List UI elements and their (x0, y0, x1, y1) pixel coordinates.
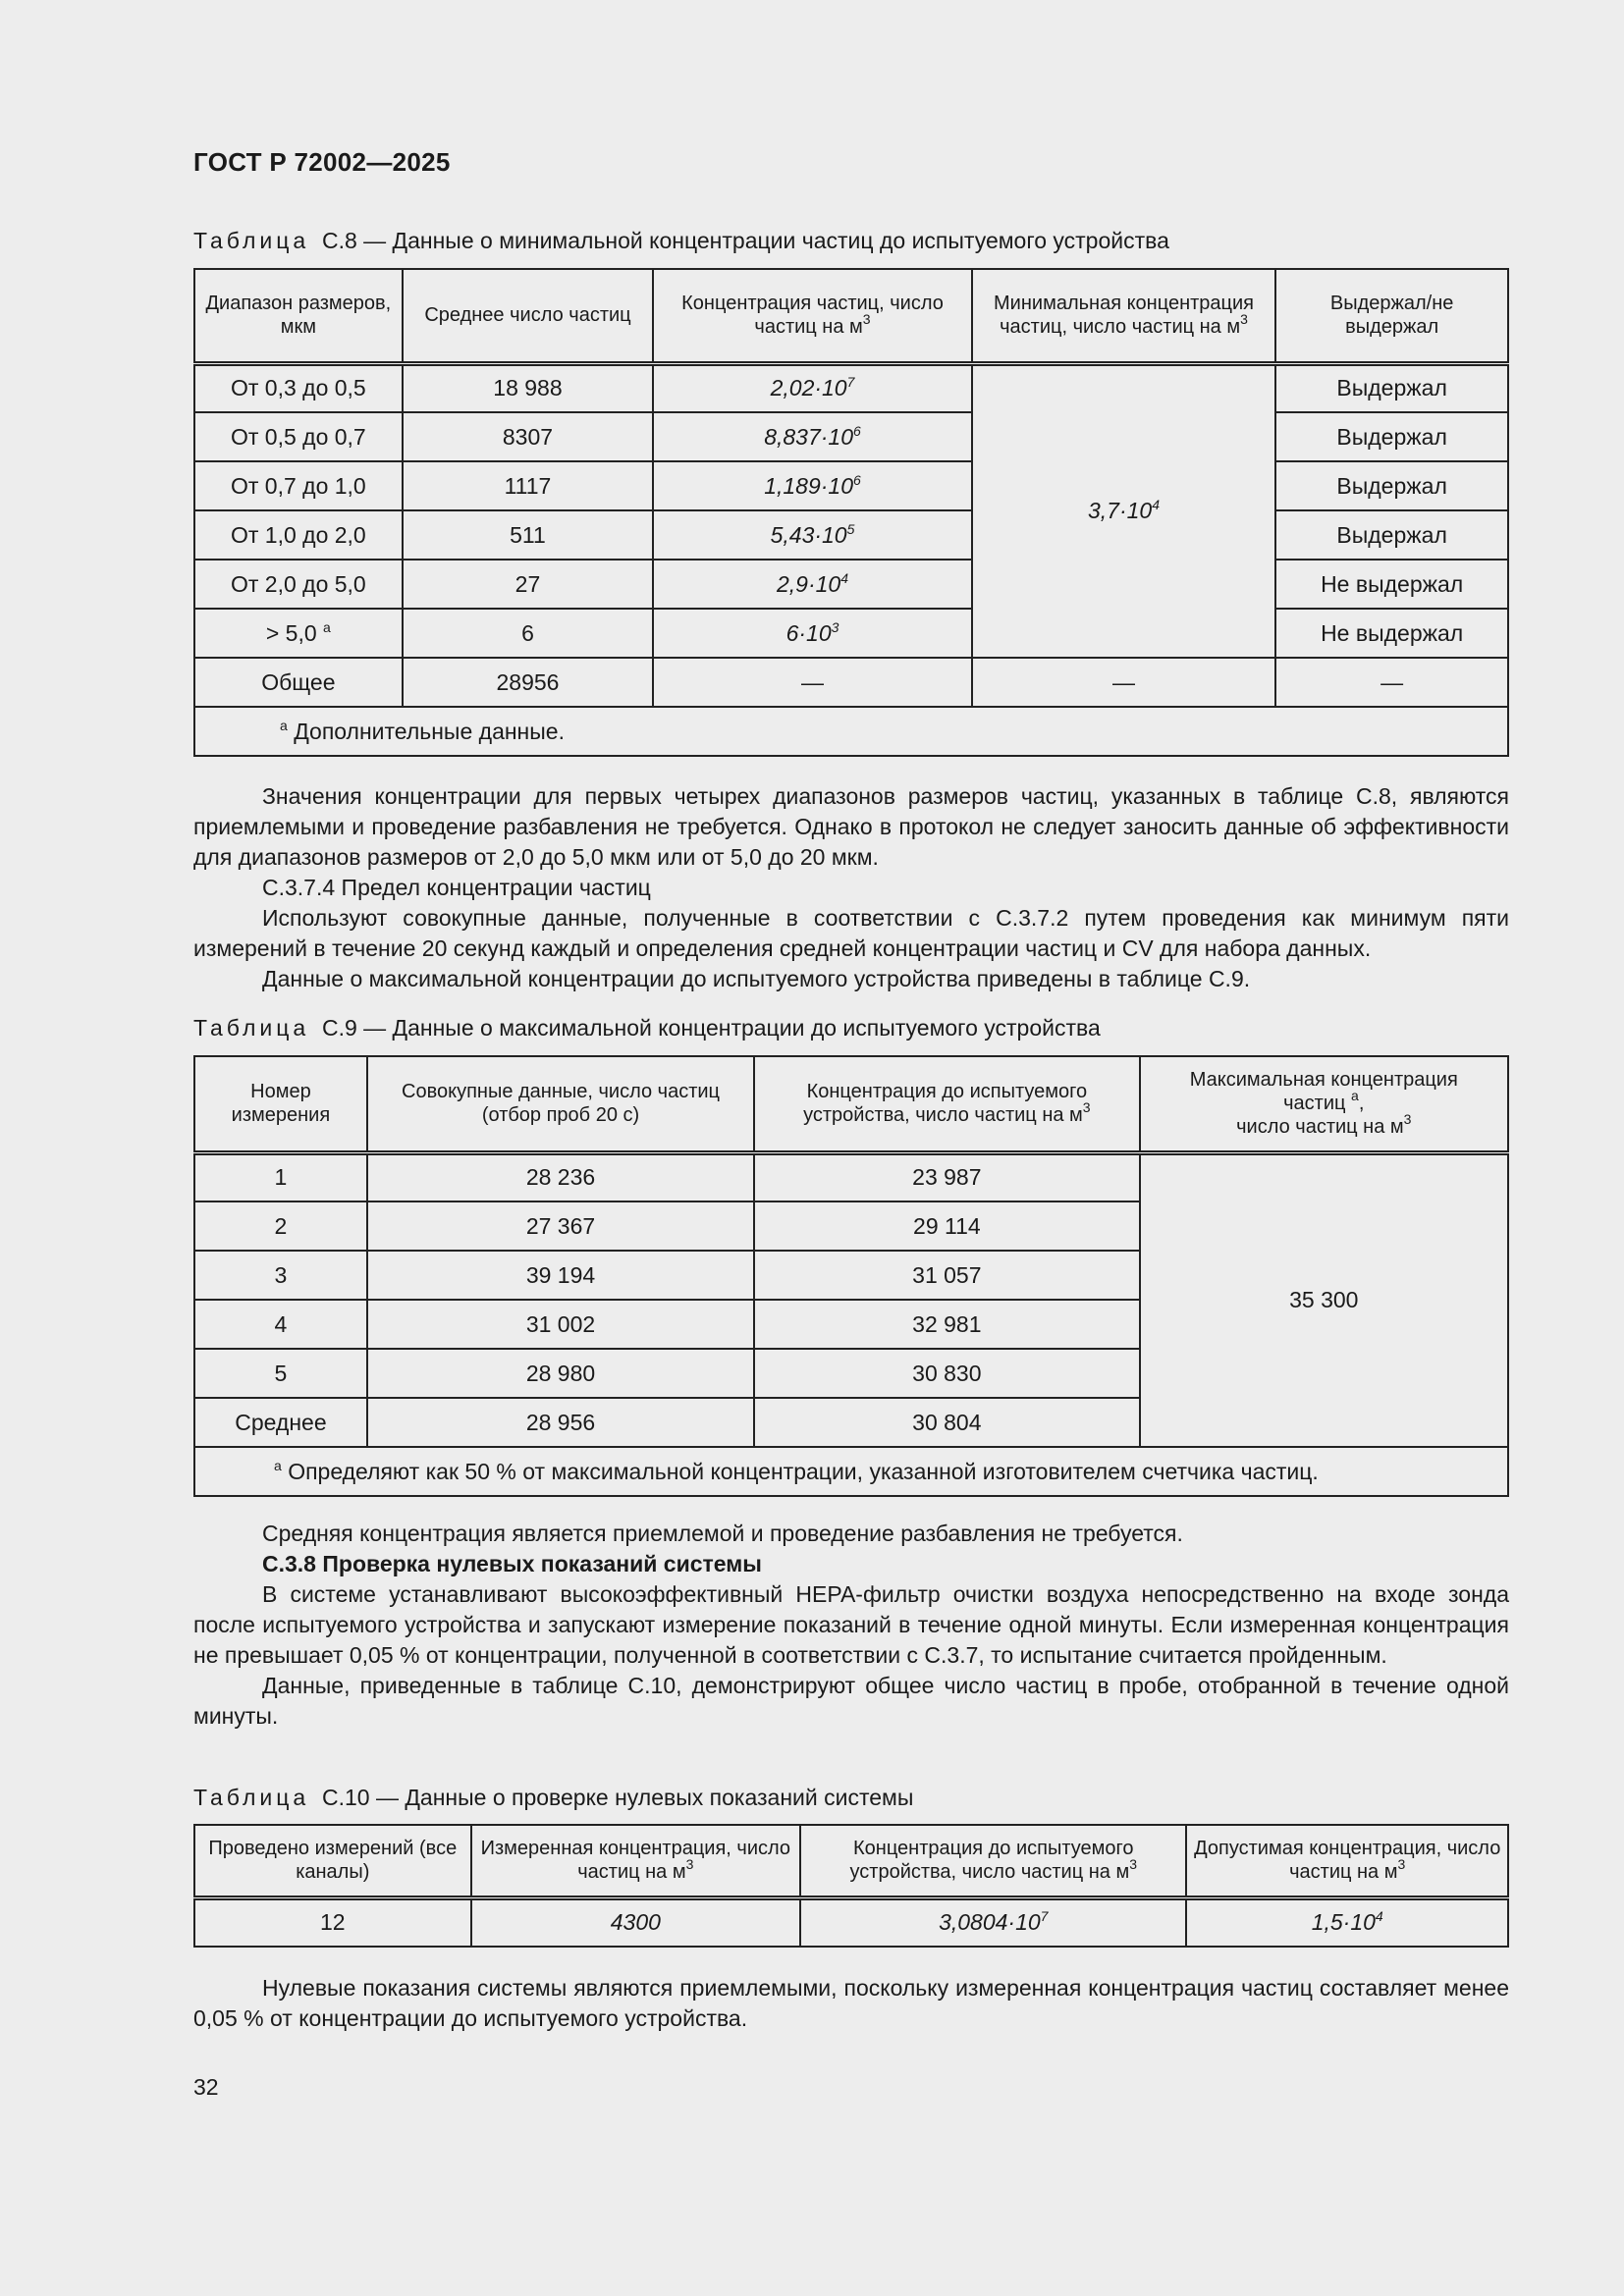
cell-cum: 39 194 (367, 1251, 754, 1300)
cell-conc: 30 830 (754, 1349, 1139, 1398)
table-row (194, 1152, 1508, 1201)
table-c9-col-max-line1: Максимальная концентрация (1189, 1069, 1458, 1092)
table-c9 (193, 1055, 1509, 1497)
table-c9-col-max-line3: число частиц на м (1236, 1116, 1404, 1139)
cell-conc (653, 461, 972, 510)
cell-result: Не выдержал (1275, 560, 1508, 609)
table-c9-col-cum: Совокупные данные, число частиц (отбор проб 20 с) (367, 1056, 754, 1152)
cell-conc: 31 057 (754, 1251, 1139, 1300)
footnote-mark: а (1351, 1088, 1359, 1104)
table-c8 (193, 268, 1509, 757)
cell-range-value: > 5,0 (265, 619, 317, 646)
cell-range: От 0,3 до 0,5 (194, 363, 403, 412)
table-row (194, 461, 1508, 510)
document-id: ГОСТ Р 72002—2025 (193, 147, 451, 177)
paragraph: Средняя концентрация является приемлемой и проведение разбавления не требуется. (262, 1521, 1183, 1546)
table-c9-caption (193, 1015, 1101, 1041)
cell-count: 18 988 (403, 363, 654, 412)
cell-dash: — (653, 658, 972, 707)
cell-cum: 31 002 (367, 1300, 754, 1349)
cell-conc-exponent: 6 (853, 422, 861, 439)
cell-range (194, 609, 403, 658)
cell-range: От 1,0 до 2,0 (194, 510, 403, 560)
cell-upstream (800, 1897, 1186, 1947)
table-c8-col-conc-label: Концентрация частиц, число частиц на м (681, 293, 944, 339)
cell-conc: 29 114 (754, 1201, 1139, 1251)
unit-exponent: 3 (1082, 1099, 1091, 1116)
cell-n: 4 (194, 1300, 367, 1349)
table-c10-col-allowed (1186, 1825, 1508, 1897)
cell-count: 511 (403, 510, 654, 560)
cell-n: 3 (194, 1251, 367, 1300)
cell-total-label: Общее (194, 658, 403, 707)
text-block-3 (193, 1973, 1509, 2034)
cell-conc-value: 1,189·10 (764, 472, 853, 499)
table-c9-col-conc-label: Концентрация до испытуемого устройства, число частиц на м (803, 1081, 1088, 1127)
table-c9-caption-text: С.9 — Данные о максимальной концентрации до испытуемого устройства (321, 1015, 1101, 1041)
table-c9-col-max-line2: частиц (1283, 1093, 1346, 1115)
cell-result: Выдержал (1275, 412, 1508, 461)
unit-exponent: 3 (1403, 1111, 1412, 1128)
paragraph: Данные о максимальной концентрации до испытуемого устройства приведены в таблице С.9. (262, 966, 1251, 991)
cell-conc (653, 609, 972, 658)
unit-exponent: 3 (1397, 1856, 1406, 1873)
table-row (194, 1897, 1508, 1947)
table-row (194, 363, 1508, 412)
table-footnote-row (194, 707, 1508, 756)
unit-exponent: 3 (685, 1856, 694, 1873)
cell-dash: — (1275, 658, 1508, 707)
table-c8-col-conc (653, 269, 972, 363)
cell-result: Выдержал (1275, 363, 1508, 412)
cell-min-conc-value: 3,7·10 (1088, 498, 1153, 524)
footnote-mark: а (280, 717, 288, 733)
table-c8-caption (193, 228, 1169, 254)
table-row (194, 412, 1508, 461)
table-row (194, 560, 1508, 609)
paragraph: Нулевые показания системы являются приемлемыми, поскольку измеренная концентрация частиц составляет менее 0,05 % от концентрации до испытуемого устройства. (193, 1975, 1509, 2031)
table-c8-footnote (194, 707, 1508, 756)
section-heading: С.3.8 Проверка нулевых показаний системы (262, 1551, 762, 1576)
cell-min-conc-exponent: 4 (1152, 497, 1161, 513)
cell-allowed (1186, 1897, 1508, 1947)
table-row (194, 510, 1508, 560)
cell-conc-value: 6·10 (785, 619, 832, 646)
cell-total-count: 28956 (403, 658, 654, 707)
table-c8-col-result: Выдержал/не выдержал (1275, 269, 1508, 363)
cell-cum: 28 236 (367, 1152, 754, 1201)
cell-allowed-exponent: 4 (1375, 1908, 1383, 1925)
table-c8-caption-text: С.8 — Данные о минимальной концентрации частиц до испытуемого устройства (321, 228, 1169, 253)
cell-allowed-value: 1,5·10 (1311, 1909, 1376, 1936)
page-number: 32 (193, 2074, 219, 2100)
cell-conc-exponent: 4 (840, 569, 848, 586)
table-c8-col-min-conc-label: Минимальная концентрация частиц, число частиц на м (994, 293, 1254, 339)
table-c10 (193, 1824, 1509, 1948)
table-c10-col-measured (471, 1825, 801, 1897)
table-c9-header-row (194, 1056, 1508, 1152)
table-row (194, 609, 1508, 658)
cell-cum: 28 980 (367, 1349, 754, 1398)
cell-n: 2 (194, 1201, 367, 1251)
cell-range: От 0,5 до 0,7 (194, 412, 403, 461)
cell-conc-value: 8,837·10 (764, 423, 853, 450)
unit-exponent: 3 (1240, 311, 1248, 328)
cell-measured: 4300 (471, 1897, 801, 1947)
table-c9-col-conc (754, 1056, 1139, 1152)
footnote-mark: а (274, 1457, 282, 1473)
text-block-1 (193, 781, 1509, 994)
unit-exponent: 3 (1129, 1856, 1137, 1873)
cell-n: 1 (194, 1152, 367, 1201)
cell-conc (653, 560, 972, 609)
cell-dash: — (972, 658, 1276, 707)
table-c8-col-count: Среднее число частиц (403, 269, 654, 363)
cell-cum: 28 956 (367, 1398, 754, 1447)
table-c10-caption-text: С.10 — Данные о проверке нулевых показаний системы (321, 1785, 914, 1810)
cell-n: 5 (194, 1349, 367, 1398)
table-c10-col-count: Проведено измерений (все каналы) (194, 1825, 471, 1897)
cell-min-conc (972, 363, 1276, 658)
cell-conc-value: 2,9·10 (776, 570, 841, 597)
table-c8-col-min-conc (972, 269, 1276, 363)
table-c10-col-measured-label: Измеренная концентрация, число частиц на м (480, 1838, 791, 1884)
table-c9-caption-word: Таблица (193, 1015, 310, 1041)
cell-conc: 32 981 (754, 1300, 1139, 1349)
paragraph: Значения концентрации для первых четырех диапазонов размеров частиц, указанных в таблице С.8, являются приемлемыми и проведение разбавления не требуется. Однако в протокол не следует заносить данные об эффективности для диапазонов размеров от 2,0 до 5,0 мкм или от 5,0 до 20 мкм. (193, 783, 1509, 870)
table-c9-col-max: Максимальная концентрация частиц $^а$, число частиц на $м^3$ (1140, 1056, 1508, 1152)
cell-upstream-value: 3,0804·10 (939, 1909, 1041, 1936)
cell-conc (653, 363, 972, 412)
footnote-text: Дополнительные данные. (294, 718, 565, 744)
footnote-text: Определяют как 50 % от максимальной концентрации, указанной изготовителем счетчика частиц. (288, 1458, 1319, 1484)
table-c9-footnote (194, 1447, 1508, 1496)
cell-max-conc: 35 300 (1140, 1152, 1508, 1447)
cell-conc-exponent: 7 (846, 374, 855, 391)
cell-count: 6 (403, 609, 654, 658)
cell-conc-exponent: 5 (846, 520, 855, 537)
table-c10-col-upstream-label: Концентрация до испытуемого устройства, число частиц на м (849, 1838, 1134, 1884)
paragraph: Данные, приведенные в таблице С.10, демонстрируют общее число частиц в пробе, отобранной в течение одной минуты. (193, 1673, 1509, 1729)
cell-conc-value: 5,43·10 (770, 521, 847, 548)
table-footnote-row (194, 1447, 1508, 1496)
table-c8-col-range: Диапазон размеров, мкм (194, 269, 403, 363)
cell-result: Выдержал (1275, 510, 1508, 560)
cell-conc-exponent: 3 (831, 618, 839, 635)
cell-upstream-exponent: 7 (1040, 1908, 1049, 1925)
table-c10-caption-word: Таблица (193, 1785, 310, 1810)
cell-range: От 2,0 до 5,0 (194, 560, 403, 609)
paragraph: Используют совокупные данные, полученные в соответствии с С.3.7.2 путем проведения как минимум пяти измерений в течение 20 секунд каждый и определения средней концентрации частиц и CV для набора данных. (193, 905, 1509, 961)
table-c8-caption-word: Таблица (193, 228, 310, 253)
paragraph: В системе устанавливают высокоэффективный HEPA-фильтр очистки воздуха непосредственно на входе зонда после испытуемого устройства и запускают измерение показаний в течение одной минуты. Если измеренная концентрация не превышает 0,05 % от концентрации, полученной в соответствии с С.3.7, то испытание считается пройденным. (193, 1581, 1509, 1668)
cell-cum: 27 367 (367, 1201, 754, 1251)
cell-count: 1117 (403, 461, 654, 510)
table-c8-header-row (194, 269, 1508, 363)
table-c10-header-row (194, 1825, 1508, 1897)
cell-result: Не выдержал (1275, 609, 1508, 658)
unit-exponent: 3 (862, 311, 871, 328)
footnote-mark: а (323, 618, 331, 635)
cell-count: 27 (403, 560, 654, 609)
table-c10-col-upstream (800, 1825, 1186, 1897)
subsection-heading: С.3.7.4 Предел концентрации частиц (262, 875, 651, 900)
cell-result: Выдержал (1275, 461, 1508, 510)
cell-conc-value: 2,02·10 (770, 375, 847, 401)
table-total-row (194, 658, 1508, 707)
cell-conc-exponent: 6 (853, 471, 861, 488)
cell-conc: 30 804 (754, 1398, 1139, 1447)
table-c10-col-allowed-label: Допустимая концентрация, число частиц на м (1194, 1838, 1501, 1884)
cell-n: Среднее (194, 1398, 367, 1447)
text-block-2 (193, 1519, 1509, 1732)
cell-conc (653, 412, 972, 461)
table-c9-col-n: Номер измерения (194, 1056, 367, 1152)
cell-count: 12 (194, 1897, 471, 1947)
cell-range: От 0,7 до 1,0 (194, 461, 403, 510)
cell-conc (653, 510, 972, 560)
cell-conc: 23 987 (754, 1152, 1139, 1201)
table-c10-caption (193, 1785, 913, 1811)
cell-count: 8307 (403, 412, 654, 461)
